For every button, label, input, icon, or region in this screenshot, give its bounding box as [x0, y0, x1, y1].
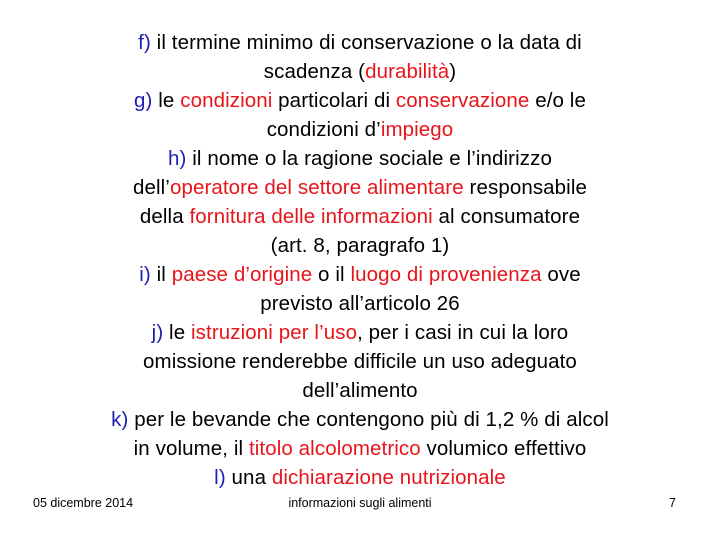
slide-body	[20, 28, 700, 492]
highlighted-term: titolo alcolometrico	[248, 437, 421, 460]
text-line	[20, 57, 700, 86]
item-letter: f)	[138, 31, 151, 54]
text-segment: o il	[312, 263, 351, 286]
text-line	[20, 434, 700, 463]
highlighted-term: dichiarazione nutrizionale	[271, 466, 506, 489]
highlighted-term: istruzioni per l’uso	[191, 321, 358, 344]
text-segment: al consumatore	[432, 205, 581, 228]
highlighted-term: durabilità	[365, 60, 450, 83]
text-segment: dell’	[132, 176, 170, 199]
text-line	[20, 173, 700, 202]
item-letter: k)	[111, 408, 129, 431]
text-segment: previsto all’articolo 26	[260, 292, 460, 315]
text-segment: una	[225, 466, 272, 489]
text-line	[20, 463, 700, 492]
text-segment: , per i casi in cui la loro	[357, 321, 569, 344]
text-segment: responsabile	[463, 176, 587, 199]
text-segment: le	[163, 321, 192, 344]
item-letter: g)	[134, 89, 153, 112]
highlighted-term: condizioni	[180, 89, 273, 112]
highlighted-term: impiego	[380, 118, 454, 141]
text-line	[20, 260, 700, 289]
text-segment: e/o le	[529, 89, 586, 112]
text-line	[20, 376, 700, 405]
item-letter: l)	[214, 466, 226, 489]
text-segment: per le bevande che contengono più di 1,2 % di alcol	[128, 408, 609, 431]
footer-date: 05 dicembre 2014	[33, 496, 134, 510]
text-segment: (art. 8, paragrafo 1)	[270, 234, 450, 257]
item-letter: i)	[139, 263, 151, 286]
text-segment: )	[449, 60, 457, 83]
text-segment: il	[150, 263, 172, 286]
text-segment: della	[139, 205, 190, 228]
item-letter: h)	[168, 147, 187, 170]
text-segment: dell’alimento	[302, 379, 418, 402]
text-segment: ove	[541, 263, 581, 286]
highlighted-term: fornitura delle informazioni	[189, 205, 433, 228]
highlighted-term: operatore del settore alimentare	[169, 176, 464, 199]
page-number: 7	[669, 496, 676, 510]
text-segment: scadenza (	[263, 60, 366, 83]
text-line	[20, 405, 700, 434]
highlighted-term: paese d’origine	[171, 263, 313, 286]
text-segment: le	[152, 89, 181, 112]
footer-title: informazioni sugli alimenti	[288, 496, 432, 510]
highlighted-term: luogo di provenienza	[350, 263, 542, 286]
text-line	[20, 28, 700, 57]
text-segment: il nome o la ragione sociale e l’indirizzo	[186, 147, 552, 170]
text-line	[20, 202, 700, 231]
highlighted-term: conservazione	[395, 89, 530, 112]
text-line	[20, 231, 700, 260]
text-segment: condizioni d’	[266, 118, 381, 141]
text-line	[20, 115, 700, 144]
text-line	[20, 289, 700, 318]
text-segment: omissione renderebbe difficile un uso adeguato	[143, 350, 577, 373]
text-line	[20, 144, 700, 173]
text-line	[20, 86, 700, 115]
text-line	[20, 318, 700, 347]
text-segment: particolari di	[272, 89, 396, 112]
item-letter: j)	[151, 321, 164, 344]
text-segment: il termine minimo di conservazione o la data di	[150, 31, 582, 54]
text-line	[20, 347, 700, 376]
text-segment: in volume, il	[133, 437, 249, 460]
text-segment: volumico effettivo	[420, 437, 587, 460]
